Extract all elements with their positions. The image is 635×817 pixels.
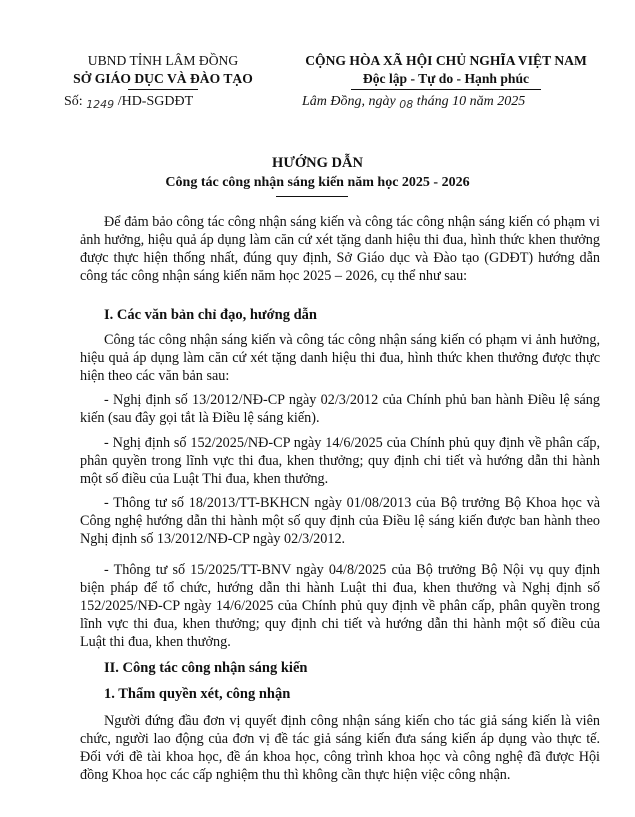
document-title: HƯỚNG DẪN	[272, 155, 363, 171]
legal-item-4: - Thông tư số 15/2025/TT-BNV ngày 04/8/2025 của Bộ trưởng Bộ Nội vụ quy định biện pháp để tổ chức, hướng dẫn thi hành Luật thi đua, khen thưởng và Nghị định số 152/2025/NĐ-CP ngày 14/6/2025 của Chính phủ quy định về phân cấp, phân quyền trong lĩnh vực thi đua, khen thưởng; quy định chi tiết và hướng dẫn thi hành một số điều của Luật thi đua, khen thưởng.	[80, 562, 600, 650]
section-2-paragraph-1: Người đứng đầu đơn vị quyết định công nhận sáng kiến cho tác giả sáng kiến là viên chức, người lao động của đơn vị đề tác giả sáng kiến đưa sáng kiến áp dụng vào thực tế. Đối với đề tài khoa học, đề án khoa học, công trình khoa học và công nghệ đã được Hội đồng Khoa học các cấp nghiệm thu thì không cần thực hiện việc công nhận.	[80, 713, 600, 783]
ref-suffix: /HD-SGDĐT	[117, 94, 194, 109]
section-2-subheading-1: 1. Thẩm quyền xét, công nhận	[104, 686, 291, 702]
issuer-department: SỞ GIÁO DỤC VÀ ĐÀO TẠO	[73, 71, 253, 86]
ref-number: 1249	[86, 98, 115, 111]
issuer-block	[58, 52, 268, 90]
motto-underline	[351, 89, 541, 90]
national-motto: Độc lập - Tự do - Hạnh phúc	[362, 71, 530, 86]
ref-prefix: Số:	[64, 94, 83, 109]
national-motto-block	[276, 52, 616, 90]
document-reference	[64, 94, 193, 110]
section-2-heading: II. Công tác công nhận sáng kiến	[104, 660, 308, 676]
section-1-lead: Công tác công nhận sáng kiến và công tác công nhận sáng kiến có phạm vi ảnh hưởng, hiệu quả áp dụng làm căn cứ xét tặng danh hiệu thi đua, hình thức khen thưởng được thực hiện theo các văn bản sau:	[80, 332, 600, 384]
issuer-province: UBND TỈNH LÂM ĐỒNG	[87, 53, 239, 68]
issuer-underline	[128, 89, 198, 90]
country-name: CỘNG HÒA XÃ HỘI CHỦ NGHĨA VIỆT NAM	[305, 53, 587, 68]
date-suffix: tháng 10 năm 2025	[416, 94, 526, 109]
date-day: 08	[399, 98, 414, 111]
section-1-heading: I. Các văn bản chỉ đạo, hướng dẫn	[104, 307, 317, 323]
title-underline	[276, 196, 348, 197]
legal-item-2: - Nghị định số 152/2025/NĐ-CP ngày 14/6/2025 của Chính phủ quy định về phân cấp, phân quyền trong lĩnh vực thi đua, khen thưởng; quy định chi tiết và hướng dẫn thi hành một số điều của Luật Thi đua, khen thưởng.	[80, 435, 600, 487]
document-subtitle: Công tác công nhận sáng kiến năm học 2025 - 2026	[165, 175, 470, 190]
date-prefix: Lâm Đồng, ngày	[302, 94, 396, 109]
document-date	[302, 94, 525, 110]
legal-item-3: - Thông tư số 18/2013/TT-BKHCN ngày 01/08/2013 của Bộ trưởng Bộ Khoa học và Công nghệ hướng dẫn thi hành một số quy định của Điều lệ sáng kiến được ban hành theo Nghị định số 13/2012/NĐ-CP ngày 02/3/2012.	[80, 495, 600, 547]
legal-item-1: - Nghị định số 13/2012/NĐ-CP ngày 02/3/2012 của Chính phủ ban hành Điều lệ sáng kiến (sau đây gọi tắt là Điều lệ sáng kiến).	[80, 392, 600, 426]
intro-paragraph: Để đảm bảo công tác công nhận sáng kiến và công tác công nhận sáng kiến có phạm vi ảnh hưởng, hiệu quả áp dụng làm căn cứ xét tặng danh hiệu thi đua, hình thức khen thưởng được thực hiện thống nhất, đúng quy định, Sở Giáo dục và Đào tạo (GDĐT) hướng dẫn công tác công nhận sáng kiến năm học 2025 – 2026, cụ thể như sau:	[80, 214, 600, 284]
